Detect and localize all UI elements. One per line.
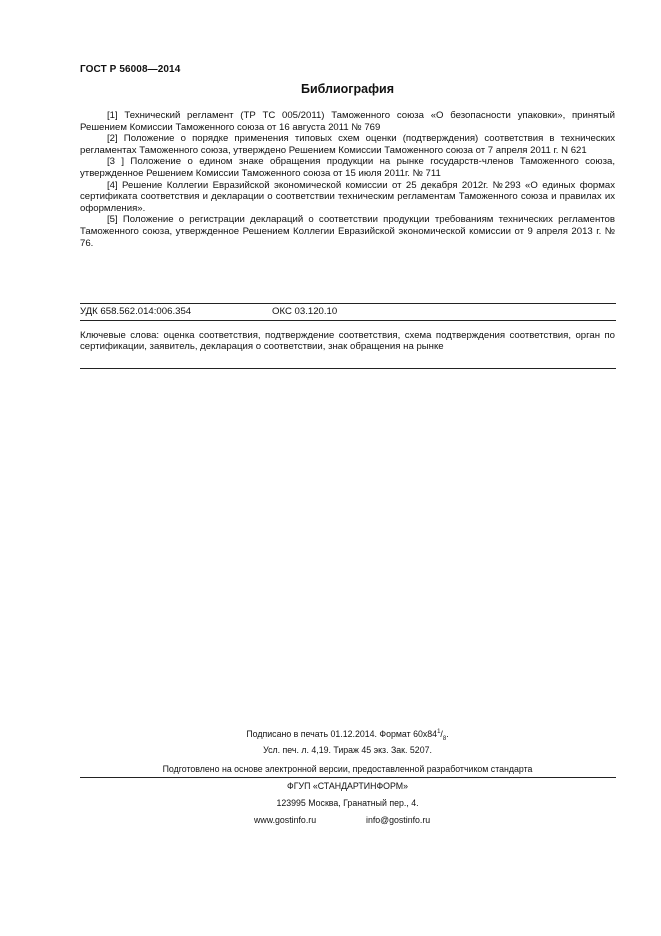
- bibliography-item: [5] Положение о регистрации деклараций о соответствии продукции требованиям технических регламентов Таможенного союза, утвержденное Решением Коллегии Евразийской экономической комиссии от 9 апреля 2013 г. № 76.: [80, 214, 615, 249]
- bibliography-item: [3 ] Положение о едином знаке обращения продукции на рынке государств-членов Таможенного союза, утвержденное Решением Комиссии Таможенного союза от 15 июля 2011г. № 711: [80, 156, 615, 179]
- publisher-address: 123995 Москва, Гранатный пер., 4.: [276, 798, 419, 808]
- bibliography-item: [1] Технический регламент (ТР ТС 005/2011) Таможенного союза «О безопасности упаковки», принятый Решением Комиссии Таможенного союза от 16 августа 2011 № 769: [80, 110, 615, 133]
- keywords: Ключевые слова: оценка соответствия, подтверждение соответствия, схема подтверждения соответствия, орган по сертификации, заявитель, декларация о соответствии, знак обращения на рынке: [80, 330, 615, 353]
- divider-bottom: [80, 368, 616, 369]
- print-info: Усл. печ. л. 4,19. Тираж 45 экз. Зак. 5207.: [263, 745, 432, 755]
- website-link[interactable]: www.gostinfo.ru: [254, 815, 317, 825]
- prepared-note: Подготовлено на основе электронной версии, предоставленной разработчиком стандарта: [162, 764, 533, 774]
- divider-top: [80, 303, 616, 304]
- publisher: ФГУП «СТАНДАРТИНФОРМ»: [287, 781, 408, 791]
- divider-middle: [80, 320, 616, 321]
- bibliography-title: Библиография: [300, 82, 395, 96]
- bibliography-item: [2] Положение о порядке применения типовых схем оценки (подтверждения) соответствия в технических регламентах Таможенного союза, утверждено Решением Комиссии Таможенного союза от 7 апреля 2011 г. N 621: [80, 133, 615, 156]
- email-link[interactable]: info@gostinfo.ru: [366, 815, 431, 825]
- bibliography-item: [4] Решение Коллегии Евразийской экономической комиссии от 25 декабря 2012г. №293 «О единых формах сертификата соответствия и декларации о соответствии техническим регламентам Таможенного союза и правилах их оформления».: [80, 179, 615, 214]
- oks-code: ОКС 03.120.10: [272, 306, 338, 317]
- bibliography-list: [80, 110, 615, 249]
- udk-code: УДК 658.562.014:006.354: [80, 306, 192, 317]
- document-code: ГОСТ Р 56008—2014: [80, 64, 181, 75]
- signed-format-line: Подписано в печать 01.12.2014. Формат $60х84^1/_8$.: [246, 729, 449, 742]
- imprint-divider: [80, 777, 616, 778]
